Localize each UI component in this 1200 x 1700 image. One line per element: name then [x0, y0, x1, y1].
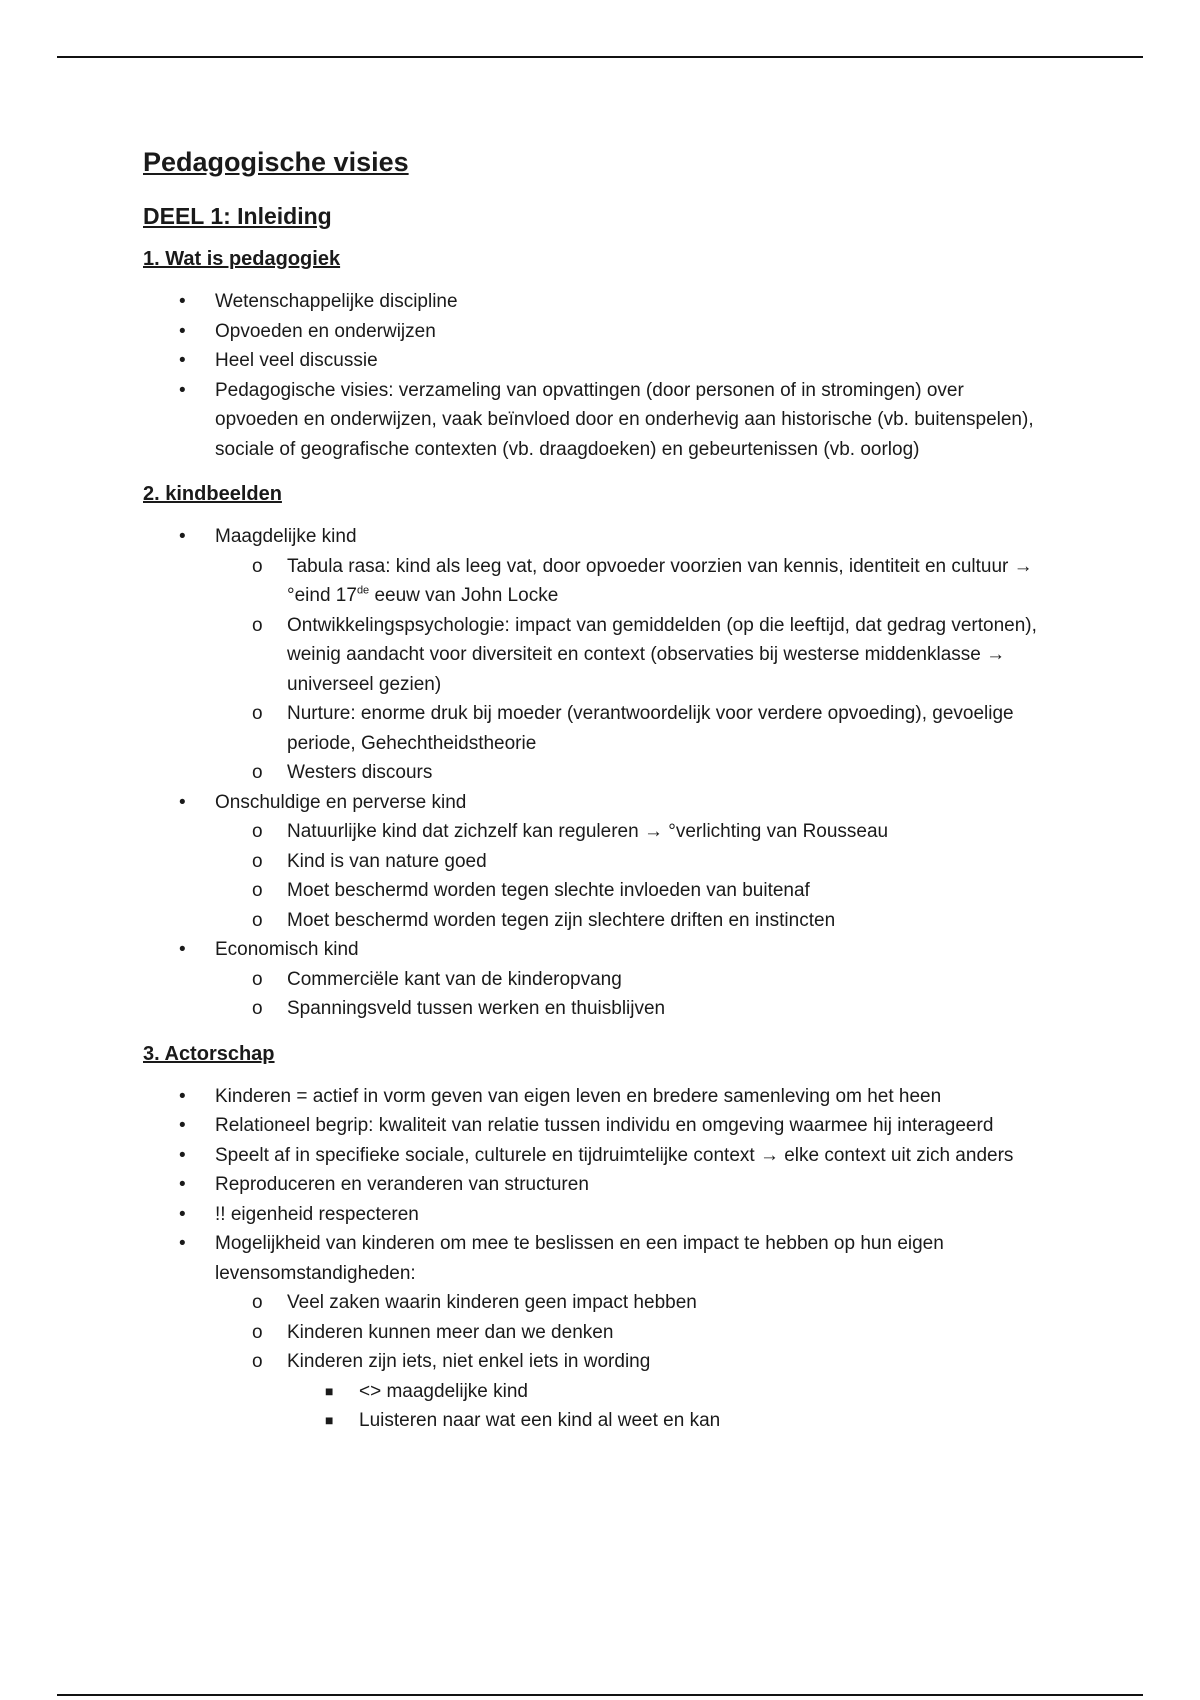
footer-rule	[57, 1694, 1143, 1696]
circle-bullet-icon: o	[252, 762, 263, 783]
sub-list-item: o Kinderen kunnen meer dan we denken	[215, 1318, 1043, 1348]
sub-list-item: o Veel zaken waarin kinderen geen impact hebben	[215, 1288, 1043, 1318]
header-rule	[57, 56, 1143, 58]
circle-bullet-icon: o	[252, 909, 263, 931]
part-heading: DEEL 1: Inleiding	[143, 203, 332, 229]
circle-bullet-icon: o	[252, 1351, 263, 1372]
circle-bullet-icon: o	[252, 703, 263, 724]
list-item: • Wetenschappelijke discipline	[143, 287, 1043, 317]
bullet-icon: •	[179, 1233, 186, 1254]
list-item: • Opvoeden en onderwijzen	[143, 317, 1043, 347]
circle-bullet-icon: o	[252, 850, 263, 872]
bullet-icon: •	[179, 1085, 186, 1107]
bullet-icon: •	[179, 350, 186, 371]
list-item: • !! eigenheid respecteren	[143, 1200, 1043, 1230]
sub-list-item: o Moet beschermd worden tegen slechte invloeden van buitenaf	[215, 876, 1043, 906]
sub-list-item: o Kinderen zijn iets, niet enkel iets in wording ■ <> maagdelijke kind ■ Luisteren naar wat een kind al weet en kan	[215, 1347, 1043, 1436]
bullet-list	[143, 522, 1043, 1024]
sub-list-item: o Nurture: enorme druk bij moeder (verantwoordelijk voor verdere opvoeding), gevoelige periode, Gehechtheidstheorie	[215, 699, 1043, 758]
section-heading-kindbeelden: 2. kindbeelden	[143, 483, 282, 505]
sub-sub-list-item: ■ Luisteren naar wat een kind al weet en kan	[287, 1406, 1043, 1436]
bullet-icon: •	[179, 1174, 186, 1195]
list-item: • Heel veel discussie	[143, 346, 1043, 376]
sub-list	[215, 817, 1043, 935]
circle-bullet-icon: o	[252, 1321, 263, 1343]
circle-bullet-icon: o	[252, 968, 263, 990]
circle-bullet-icon: o	[252, 821, 263, 842]
circle-bullet-icon: o	[252, 614, 263, 636]
list-item: • Relationeel begrip: kwaliteit van relatie tussen individu en omgeving waarmee hij interageerd	[143, 1111, 1043, 1141]
section-heading-actorschap: 3. Actorschap	[143, 1042, 275, 1065]
sub-list	[215, 1288, 1043, 1436]
bullet-list	[143, 287, 1043, 464]
bullet-icon: •	[179, 291, 186, 312]
bullet-icon: •	[179, 320, 186, 342]
circle-bullet-icon: o	[252, 555, 263, 577]
sub-list-item: o Westers discours	[215, 758, 1043, 788]
document-title: Pedagogische visies	[143, 147, 409, 177]
list-item: • Mogelijkheid van kinderen om mee te beslissen en een impact te hebben op hun eigen levensomstandigheden: o Veel zaken waarin kinderen geen impact hebben o Kinderen kunnen meer dan we denken o Kinderen zijn iets, niet enkel iets in wording ■ <> maagdelijke kind ■ Luisteren naar wat een kind al weet en kan	[143, 1229, 1043, 1436]
list-item: • Maagdelijke kind o Tabula rasa: kind als leeg vat, door opvoeder voorzien van kennis, identiteit en cultuur → °eind 17de eeuw van John Locke o Ontwikkelingspsychologie: impact van gemiddelden (op die leeftijd, dat gedrag vertonen), weinig aandacht voor diversiteit en context (observaties bij westerse middenklasse → universeel gezien) o Nurture: enorme druk bij moeder (verantwoordelijk voor verdere opvoeding), gevoelige periode, Gehechtheidstheorie o Westers discours	[143, 522, 1043, 788]
square-bullet-icon: ■	[325, 1382, 334, 1399]
section-heading-pedagogiek: 1. Wat is pedagogiek	[143, 248, 341, 270]
circle-bullet-icon: o	[252, 1292, 263, 1313]
sub-list-item: o Spanningsveld tussen werken en thuisblijven	[215, 994, 1043, 1024]
sub-list-item: o Kind is van nature goed	[215, 847, 1043, 877]
circle-bullet-icon: o	[252, 998, 263, 1019]
list-item: • Economisch kind o Commerciële kant van de kinderopvang o Spanningsveld tussen werken en thuisblijven	[143, 935, 1043, 1024]
list-item: • Pedagogische visies: verzameling van opvattingen (door personen of in stromingen) over opvoeden en onderwijzen, vaak beïnvloed door en onderhevig aan historische (vb. buitenspelen), sociale of geografische contexten (vb. draagdoeken) en gebeurtenissen (vb. oorlog)	[143, 376, 1043, 465]
bullet-icon: •	[179, 939, 186, 960]
circle-bullet-icon: o	[252, 880, 263, 901]
bullet-icon: •	[179, 1144, 186, 1166]
bullet-icon: •	[179, 1115, 186, 1136]
bullet-icon: •	[179, 791, 186, 813]
bullet-icon: •	[179, 1203, 186, 1225]
sub-list	[215, 965, 1043, 1024]
sub-list-item: o Tabula rasa: kind als leeg vat, door opvoeder voorzien van kennis, identiteit en cultuur → °eind 17de eeuw van John Locke	[215, 552, 1043, 611]
list-item: • Onschuldige en perverse kind o Natuurlijke kind dat zichzelf kan reguleren → °verlichting van Rousseau o Kind is van nature goed o Moet beschermd worden tegen slechte invloeden van buitenaf o Moet beschermd worden tegen zijn slechtere driften en instincten	[143, 788, 1043, 936]
list-item: • Reproduceren en veranderen van structuren	[143, 1170, 1043, 1200]
list-item: • Kinderen = actief in vorm geven van eigen leven en bredere samenleving om het heen	[143, 1082, 1043, 1112]
sub-list	[215, 552, 1043, 788]
square-bullet-icon: ■	[325, 1412, 334, 1428]
sub-list-item: o Commerciële kant van de kinderopvang	[215, 965, 1043, 995]
list-item: • Speelt af in specifieke sociale, culturele en tijdruimtelijke context → elke context uit zich anders	[143, 1141, 1043, 1171]
sub-list-item: o Moet beschermd worden tegen zijn slechtere driften en instincten	[215, 906, 1043, 936]
bullet-list	[143, 1082, 1043, 1436]
bullet-icon: •	[179, 379, 186, 401]
document-body	[143, 145, 1043, 1452]
bullet-icon: •	[179, 526, 186, 547]
sub-sub-list	[287, 1377, 1043, 1436]
sub-list-item: o Natuurlijke kind dat zichzelf kan reguleren → °verlichting van Rousseau	[215, 817, 1043, 847]
sub-sub-list-item: ■ <> maagdelijke kind	[287, 1377, 1043, 1407]
sub-list-item: o Ontwikkelingspsychologie: impact van gemiddelden (op die leeftijd, dat gedrag vertonen), weinig aandacht voor diversiteit en context (observaties bij westerse middenklasse → universeel gezien)	[215, 611, 1043, 700]
